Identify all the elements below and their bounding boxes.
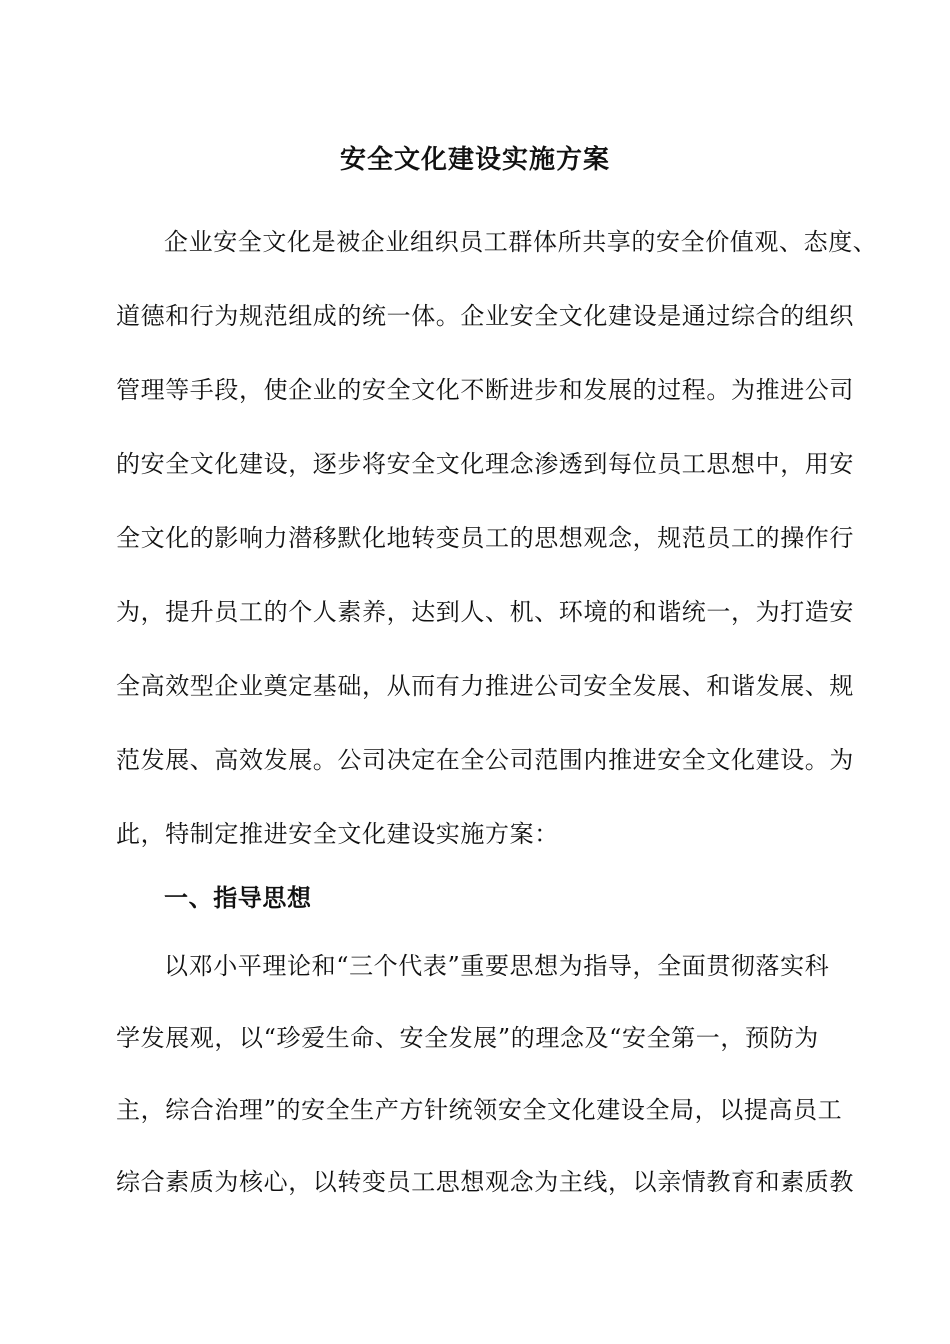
paragraph-line: 企业安全文化是被企业组织员工群体所共享的安全价值观、态度、 (164, 228, 878, 256)
paragraph-line: 综合素质为核心，以转变员工思想观念为主线，以亲情教育和素质教 (116, 1168, 854, 1196)
paragraph-line: 学发展观，以“珍爱生命、安全发展”的理念及“安全第一，预防为 (116, 1024, 819, 1052)
paragraph-line: 范发展、高效发展。公司决定在全公司范围内推进安全文化建设。为 (116, 746, 854, 774)
paragraph-line: 以邓小平理论和“三个代表”重要思想为指导，全面贯彻落实科 (164, 952, 830, 980)
paragraph-line: 管理等手段，使企业的安全文化不断进步和发展的过程。为推进公司 (116, 376, 854, 404)
paragraph-line: 道德和行为规范组成的统一体。企业安全文化建设是通过综合的组织 (116, 302, 854, 330)
paragraph-line: 的安全文化建设，逐步将安全文化理念渗透到每位员工思想中，用安 (116, 450, 854, 478)
section-heading: 一、指导思想 (164, 883, 312, 912)
document-title: 安全文化建设实施方案 (339, 145, 610, 175)
paragraph-line: 此，特制定推进安全文化建设实施方案： (116, 820, 559, 848)
paragraph-line: 全高效型企业奠定基础，从而有力推进公司安全发展、和谐发展、规 (116, 672, 854, 700)
paragraph-line: 为，提升员工的个人素养，达到人、机、环境的和谐统一，为打造安 (116, 598, 854, 626)
paragraph-line: 主，综合治理”的安全生产方针统领安全文化建设全局，以提高员工 (116, 1096, 843, 1124)
paragraph-line: 全文化的影响力潜移默化地转变员工的思想观念，规范员工的操作行 (116, 524, 854, 552)
